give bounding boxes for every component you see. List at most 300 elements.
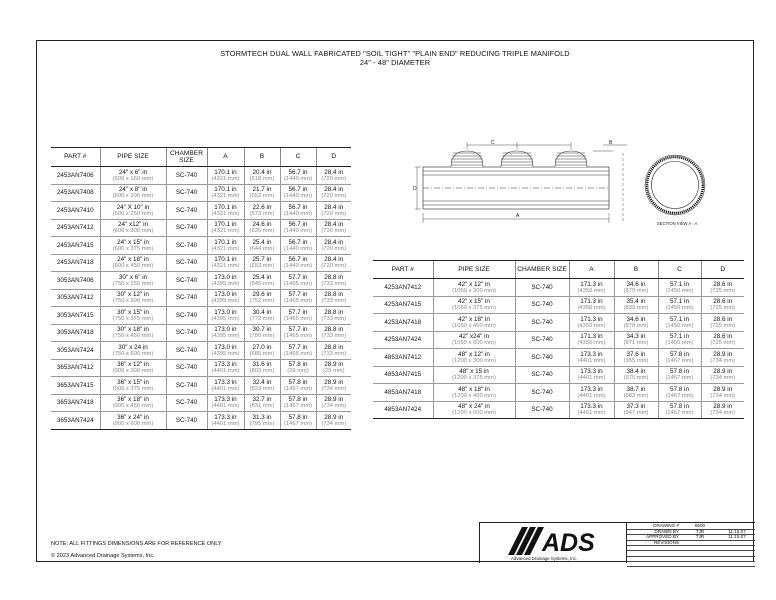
cell-metric: (4401 mm): [211, 368, 240, 374]
cell-value: 28.4 in: [324, 238, 344, 246]
cell-metric: (1050 x 300 mm): [452, 287, 496, 294]
company-name: Advanced Drainage Systems, Inc.: [511, 556, 578, 561]
cell-metric: (4321 mm): [211, 228, 240, 234]
dim-d-cell: [316, 272, 351, 290]
cell-value: 37.6 in: [626, 350, 646, 358]
part-cell: [51, 184, 100, 202]
cell-value: SC-740: [531, 318, 553, 326]
cell-value: 170.1 in: [214, 221, 237, 228]
dim-c-cell: [280, 254, 316, 272]
dim-c-cell: [280, 289, 316, 307]
dim-c-cell: [280, 324, 316, 342]
dim-a-cell: [569, 401, 614, 419]
cell-metric: (1440 mm): [283, 228, 313, 234]
cell-value: SC-740: [175, 311, 198, 319]
header-pipe-size: PIPE SIZE: [100, 148, 166, 167]
cell-value: 36" x 15" in: [117, 378, 149, 386]
header-chamber-size: CHAMBER SIZE: [515, 261, 569, 279]
dim-b-cell: [244, 342, 280, 360]
chamber-size-cell: [515, 349, 569, 367]
pipe-size-cell: [100, 324, 166, 342]
cell-value: 57.1 in: [670, 315, 689, 323]
dim-label-b: B: [609, 140, 613, 146]
cell-value: 48" x 12" in: [458, 350, 490, 358]
part-cell: [51, 237, 100, 255]
cell-value: 48" x 18" in: [458, 385, 490, 393]
cell-value: SC-740: [175, 346, 198, 354]
dim-b-cell: [244, 377, 280, 395]
cell-value: 171.3 in: [580, 315, 603, 323]
cell-value: 24" x 6" in: [118, 168, 148, 176]
cell-value: SC-740: [175, 399, 198, 407]
pipe-size-cell: [433, 401, 515, 419]
cell-metric: (1200 x 300 mm): [452, 357, 496, 364]
cell-value: 38.4 in: [626, 368, 646, 375]
ads-logo-icon: [508, 527, 600, 555]
pipe-size-cell: [100, 289, 166, 307]
dim-b-cell: [244, 202, 280, 220]
dim-c-cell: [280, 342, 316, 360]
chamber-size-cell: [166, 272, 207, 290]
cell-value: 4853AN7418: [384, 388, 422, 396]
cell-metric: (750 x 375 mm): [112, 315, 154, 322]
cell-metric: (831 mm): [249, 403, 275, 409]
cell-metric: (4395 mm): [211, 280, 240, 287]
dim-c-cell: [280, 307, 316, 325]
cell-value: 38.7 in: [626, 385, 646, 393]
dim-a-cell: [207, 342, 244, 360]
cell-metric: (720 mm): [321, 210, 347, 217]
dim-d-cell: [316, 289, 351, 307]
dim-c-cell: [658, 384, 701, 402]
cell-value: 34.6 in: [626, 280, 646, 288]
cell-value: 57.7 in: [288, 326, 308, 333]
cell-metric: (4350 mm): [577, 305, 606, 311]
cell-value: 3653AN7418: [56, 399, 94, 407]
pipe-size-cell: [100, 307, 166, 325]
cell-value: 32.4 in: [252, 378, 272, 386]
chamber-size-cell: [515, 384, 569, 402]
cell-metric: (4401 mm): [211, 385, 240, 392]
cell-value: SC-740: [175, 189, 198, 197]
dim-b-cell: [244, 289, 280, 307]
table-row: [51, 289, 351, 307]
cell-value: 170.1 in: [214, 238, 237, 246]
cell-metric: (1050 x 450 mm): [452, 322, 496, 329]
cell-value: 24" x12" in: [117, 221, 149, 228]
dim-a-cell: [207, 202, 244, 220]
drawing-number: 5500: [694, 523, 706, 528]
dim-d-cell: [316, 237, 351, 255]
cell-value: 28.6 in: [713, 298, 733, 305]
cell-metric: (1467 mm): [665, 357, 694, 364]
cell-value: 28.9 in: [713, 350, 733, 358]
cell-value: SC-740: [531, 371, 553, 379]
dim-b-cell: [244, 394, 280, 412]
cell-value: 170.1 in: [214, 168, 237, 176]
cell-metric: (1440 mm): [283, 245, 313, 252]
table-row: [51, 394, 351, 412]
cell-value: 48" x 15 in: [459, 368, 489, 375]
header-a: A: [569, 261, 614, 279]
cell-value: 42" x 12" in: [458, 280, 490, 288]
cell-value: 3053AN7415: [56, 311, 94, 319]
cell-metric: (625 mm): [249, 228, 275, 234]
spec-table-left: [51, 147, 351, 430]
table-row: [51, 307, 351, 325]
chamber-size-cell: [515, 314, 569, 332]
cell-value: 36" x 12" in: [117, 361, 149, 368]
cell-value: 57.1 in: [670, 333, 689, 340]
cell-value: SC-740: [175, 171, 198, 179]
chamber-size-cell: [515, 366, 569, 384]
cell-metric: (871 mm): [623, 340, 649, 346]
cell-metric: (4395 mm): [211, 350, 240, 357]
dim-a-cell: [207, 412, 244, 430]
cell-metric: (644 mm): [249, 245, 275, 252]
chamber-size-cell: [166, 219, 207, 237]
cell-metric: (600 x 250 mm): [112, 210, 154, 217]
cell-metric: (1467 mm): [665, 392, 694, 399]
dim-d-cell: [701, 349, 744, 367]
cell-metric: (600 x 450 mm): [112, 263, 154, 269]
dim-d-cell: [701, 296, 744, 314]
cell-value: 28.4 in: [324, 203, 344, 211]
pipe-size-cell: [100, 412, 166, 430]
dim-d-cell: [316, 394, 351, 412]
chamber-size-cell: [166, 307, 207, 325]
cell-value: 57.8 in: [670, 350, 689, 358]
pipe-size-cell: [100, 219, 166, 237]
cell-metric: (4401 mm): [211, 403, 240, 409]
cell-value: 4253AN7415: [384, 301, 422, 309]
cell-metric: (4395 mm): [211, 298, 240, 304]
table-row: [373, 296, 744, 314]
cell-value: 24" x 8" in: [118, 186, 148, 193]
cell-value: 30.7 in: [252, 326, 272, 333]
chamber-size-cell: [166, 412, 207, 430]
cell-value: 34.3 in: [626, 333, 646, 340]
cell-metric: (720 mm): [321, 245, 347, 252]
cell-metric: (573 mm): [249, 210, 275, 217]
cell-value: 28.8 in: [324, 343, 344, 351]
cell-metric: (823 mm): [249, 385, 275, 392]
pipe-size-cell: [433, 384, 515, 402]
cell-metric: (734 mm): [321, 420, 347, 427]
cell-value: 57.7 in: [288, 343, 308, 351]
cell-value: SC-740: [175, 381, 198, 389]
chamber-size-cell: [515, 331, 569, 349]
company-logo: [480, 523, 627, 563]
table-row: [373, 384, 744, 402]
branch-3: [555, 151, 587, 167]
chamber-size-cell: [166, 394, 207, 412]
approved-by: TJR: [695, 534, 705, 539]
cell-metric: (733 mm): [321, 280, 347, 287]
dim-b-cell: [244, 324, 280, 342]
dim-a-cell: [207, 272, 244, 290]
dim-b-cell: [244, 412, 280, 430]
cell-metric: (4401 mm): [577, 357, 606, 364]
cell-value: 28.9 in: [713, 403, 733, 410]
cell-value: 28.9 in: [324, 378, 344, 386]
dim-d-cell: [316, 412, 351, 430]
cell-value: 25.4 in: [252, 238, 272, 246]
dim-a-cell: [569, 331, 614, 349]
cell-metric: (1440 mm): [283, 210, 313, 217]
cell-value: 29.6 in: [252, 291, 272, 298]
cell-value: 31.6 in: [252, 361, 272, 368]
table-row: [373, 279, 744, 297]
cell-value: 30" x 6" in: [118, 273, 148, 281]
cell-metric: (879 mm): [623, 287, 649, 294]
part-cell: [51, 377, 100, 395]
pipe-size-cell: [433, 331, 515, 349]
cell-value: 173.3 in: [214, 378, 237, 386]
dim-d-cell: [701, 366, 744, 384]
cell-value: 57.7 in: [288, 308, 308, 316]
dim-d-cell: [701, 384, 744, 402]
cell-value: 24" X 10" in: [116, 203, 150, 211]
dim-b-cell: [244, 307, 280, 325]
pipe-size-cell: [100, 377, 166, 395]
part-cell: [373, 366, 433, 384]
cell-value: 56.7 in: [288, 221, 308, 228]
cell-value: 28.9 in: [713, 368, 733, 375]
dim-a-cell: [569, 279, 614, 297]
dim-c-cell: [658, 331, 701, 349]
cell-value: 173.3 in: [214, 396, 237, 403]
chamber-size-cell: [166, 237, 207, 255]
table-row: [51, 324, 351, 342]
cell-metric: (955 mm): [623, 357, 649, 364]
cell-value: 2453AN7408: [56, 189, 94, 197]
cell-value: SC-740: [175, 259, 198, 267]
cell-metric: (734 mm): [710, 392, 736, 399]
cell-metric: (1467 mm): [665, 410, 694, 416]
table-row: [51, 412, 351, 430]
chamber-size-cell: [166, 359, 207, 377]
dim-a-cell: [569, 349, 614, 367]
cell-metric: (772 mm): [249, 315, 275, 322]
cell-metric: (4321 mm): [211, 175, 240, 182]
cell-metric: (4395 mm): [211, 315, 240, 322]
pipe-size-cell: [100, 254, 166, 272]
pipe-size-cell: [100, 184, 166, 202]
cell-value: 28.8 in: [324, 273, 344, 281]
part-cell: [373, 401, 433, 419]
cell-value: 173.0 in: [214, 308, 237, 316]
cell-value: 28.9 in: [324, 396, 344, 403]
cell-value: 57.7 in: [288, 273, 308, 281]
cell-value: 4253AN7418: [384, 318, 422, 326]
dim-label-a: A: [516, 213, 520, 219]
dim-c-cell: [658, 296, 701, 314]
dim-b-cell: [614, 366, 658, 384]
cell-value: 20.4 in: [252, 168, 272, 176]
cell-value: 3653AN7415: [56, 381, 94, 389]
cell-metric: (1200 x 450 mm): [452, 392, 496, 399]
cell-metric: (4350 mm): [577, 287, 606, 294]
cell-metric: (600 x 200 mm): [112, 193, 154, 199]
cell-value: 170.1 in: [214, 256, 237, 263]
header-pipe-size: PIPE SIZE: [433, 261, 515, 279]
cell-value: 42" x 15" in: [458, 298, 490, 305]
table-row: [51, 342, 351, 360]
dim-d-cell: [316, 377, 351, 395]
cell-value: 37.3 in: [626, 403, 646, 410]
cell-metric: (780 mm): [249, 333, 275, 339]
cell-value: 173.0 in: [214, 273, 237, 281]
cell-value: 34.6 in: [626, 315, 646, 323]
table-row: [51, 219, 351, 237]
cell-metric: (1465 mm): [283, 333, 313, 339]
pipe-size-cell: [100, 272, 166, 290]
cell-value: 28.6 in: [713, 333, 733, 340]
cell-metric: (518 mm): [249, 175, 275, 182]
dim-b-cell: [614, 314, 658, 332]
part-cell: [51, 219, 100, 237]
dim-c-cell: [280, 184, 316, 202]
manifold-side-view: [415, 142, 627, 223]
cell-metric: (1200 x 375 mm): [452, 375, 496, 381]
cell-value: SC-740: [175, 294, 198, 302]
table-left-body: [51, 167, 351, 430]
part-cell: [51, 289, 100, 307]
dim-a-cell: [207, 184, 244, 202]
cell-value: 57.1 in: [670, 280, 689, 288]
dim-c-cell: [280, 272, 316, 290]
cell-metric: (1467 mm): [283, 403, 313, 409]
pipe-size-cell: [433, 314, 515, 332]
dim-c-cell: [280, 377, 316, 395]
pipe-size-cell: [100, 342, 166, 360]
cell-value: 173.3 in: [580, 368, 603, 375]
table-row: [51, 272, 351, 290]
header-d: D: [701, 261, 744, 279]
dim-d-cell: [316, 167, 351, 185]
cell-metric: (1440 mm): [283, 193, 313, 199]
cell-value: 22.6 in: [252, 203, 272, 211]
dim-d-cell: [316, 184, 351, 202]
cell-value: 28.8 in: [324, 291, 344, 298]
cell-value: 173.3 in: [214, 361, 237, 368]
dim-b-cell: [614, 296, 658, 314]
cell-value: 56.7 in: [288, 168, 308, 176]
pipe-size-cell: [100, 359, 166, 377]
header-chamber-size: CHAMBER SIZE: [166, 148, 207, 167]
manifold-section-view: [645, 155, 705, 215]
chamber-size-cell: [515, 279, 569, 297]
cell-value: 28.4 in: [324, 168, 344, 176]
dim-c-cell: [658, 366, 701, 384]
cell-metric: (4395 mm): [211, 333, 240, 339]
part-cell: [373, 349, 433, 367]
chamber-size-cell: [166, 167, 207, 185]
dim-d-cell: [701, 314, 744, 332]
cell-value: 171.3 in: [580, 333, 603, 340]
pipe-size-cell: [433, 279, 515, 297]
reference-note: NOTE: ALL FITTINGS DIMENSIONS ARE FOR REFERENCE ONLY: [51, 541, 222, 547]
dim-b-cell: [244, 254, 280, 272]
cell-value: SC-740: [175, 241, 198, 249]
dim-c-cell: [658, 349, 701, 367]
cell-metric: (4321 mm): [211, 193, 240, 199]
dim-a-cell: [207, 394, 244, 412]
cell-metric: (4401 mm): [577, 375, 606, 381]
cell-metric: (1450 mm): [665, 322, 694, 329]
part-cell: [51, 167, 100, 185]
cell-value: 31.3 in: [252, 413, 272, 421]
cell-metric: (750 x 300 mm): [112, 298, 154, 304]
cell-metric: (733 mm): [321, 350, 347, 357]
cell-metric: (4321 mm): [211, 245, 240, 252]
cell-value: 2453AN7415: [56, 241, 94, 249]
cell-metric: (725 mm): [710, 287, 736, 294]
cell-value: 48" x 24" in: [458, 403, 490, 410]
part-cell: [51, 254, 100, 272]
dim-a-cell: [207, 377, 244, 395]
cell-metric: (1465 mm): [283, 350, 313, 357]
cell-value: 173.3 in: [214, 413, 237, 421]
dim-a-cell: [569, 314, 614, 332]
cell-metric: (1440 mm): [283, 175, 313, 182]
pipe-size-cell: [433, 296, 515, 314]
cell-value: SC-740: [175, 416, 198, 424]
chamber-size-cell: [166, 289, 207, 307]
dim-d-cell: [316, 342, 351, 360]
cell-metric: (600 x 300 mm): [112, 228, 154, 234]
cell-value: 30" x 15" in: [117, 308, 149, 316]
dim-label-d: D: [413, 186, 417, 192]
cell-metric: (734 mm): [710, 410, 736, 416]
cell-value: 57.8 in: [288, 378, 308, 386]
pipe-size-cell: [433, 349, 515, 367]
table-row: [373, 331, 744, 349]
cell-value: 36" x 24" in: [117, 413, 149, 421]
cell-value: 173.0 in: [214, 343, 237, 351]
cell-metric: (686 mm): [249, 350, 275, 357]
cell-metric: (1440 mm): [283, 263, 313, 269]
dim-b-cell: [244, 167, 280, 185]
cell-value: SC-740: [531, 336, 553, 344]
cell-value: SC-740: [531, 353, 553, 361]
title-line-2: 24" - 48" DIAMETER: [359, 58, 431, 67]
cell-value: 4853AN7415: [384, 371, 422, 379]
cell-metric: (725 mm): [710, 340, 736, 346]
cell-value: 25.7 in: [252, 256, 272, 263]
cell-value: 25.4 in: [252, 273, 272, 281]
dim-d-cell: [701, 401, 744, 419]
dim-a-cell: [569, 296, 614, 314]
cell-metric: (1450 mm): [665, 340, 694, 346]
part-cell: [51, 324, 100, 342]
dim-c-cell: [280, 237, 316, 255]
table-row: [51, 202, 351, 220]
cell-value: 28.4 in: [324, 256, 344, 263]
title-block: [479, 522, 755, 563]
cell-metric: (795 mm): [249, 420, 275, 427]
drawing-title: [37, 49, 753, 67]
spec-table-right: [373, 260, 744, 419]
logo-wordmark: ADS: [542, 529, 595, 555]
dim-d-cell: [316, 324, 351, 342]
cell-metric: (725 mm): [710, 305, 736, 311]
dim-d-cell: [316, 307, 351, 325]
dim-d-cell: [316, 219, 351, 237]
cell-value: 57.8 in: [288, 413, 308, 421]
cell-metric: (734 mm): [710, 357, 736, 364]
